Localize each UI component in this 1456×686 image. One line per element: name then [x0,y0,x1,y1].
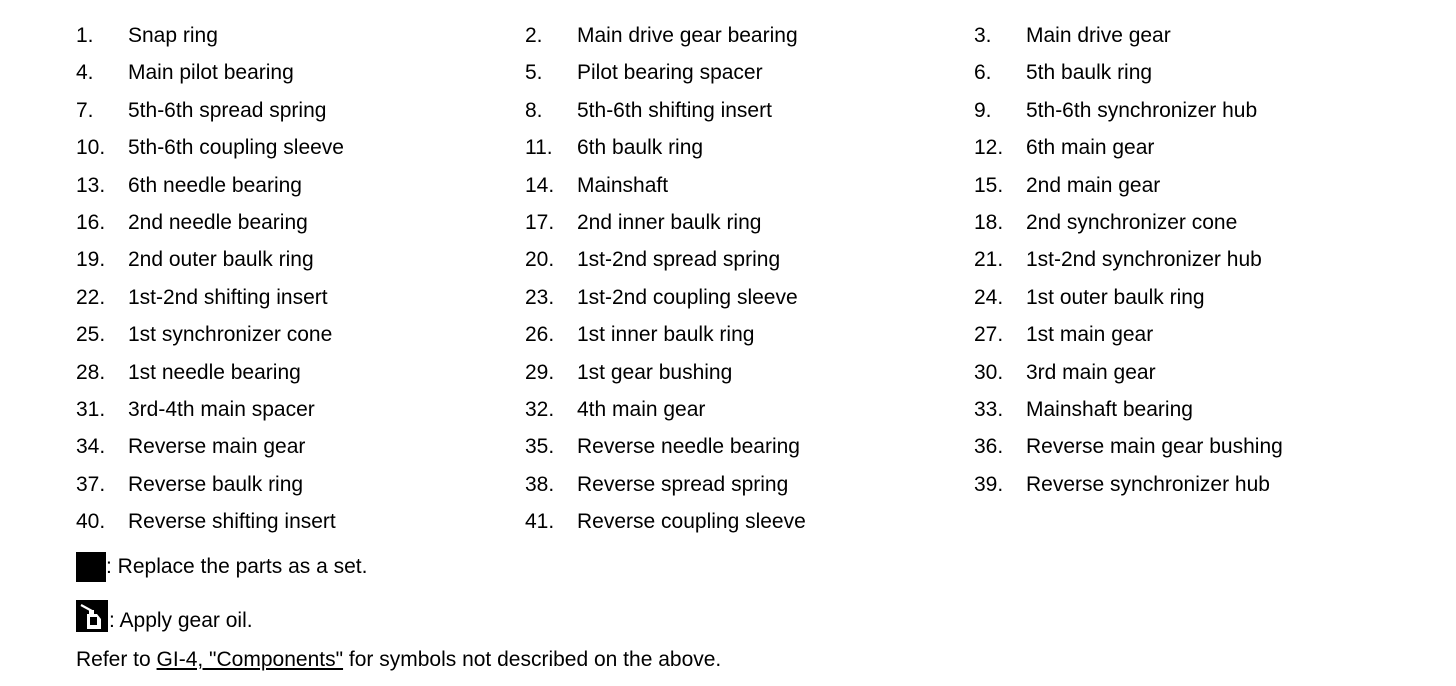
parts-row [76,393,1436,430]
parts-row [76,206,1436,243]
part-name: Reverse coupling sleeve [577,510,806,534]
reference-note [76,645,721,675]
part-name: 5th baulk ring [1026,61,1153,85]
part-name: Mainshaft bearing [1026,398,1193,421]
part-name: 1st-2nd spread spring [577,248,781,272]
part-number: 28. [76,360,106,384]
legend-oil-text: : Apply gear oil. [109,609,253,632]
part-number: 35. [525,435,555,459]
part-number: 16. [76,211,106,234]
part-number: 24. [974,285,1004,309]
part-number: 36. [974,435,1004,459]
part-name: Pilot bearing spacer [577,61,763,85]
part-name: 2nd needle bearing [128,211,308,234]
part-name: 2nd synchronizer cone [1026,211,1238,234]
part-name: 1st outer baulk ring [1026,285,1205,309]
part-name: Main drive gear [1026,24,1171,47]
part-number: 19. [76,248,106,272]
part-number: 27. [974,323,1004,347]
part-name: Snap ring [128,24,218,47]
part-number: 29. [525,360,555,384]
part-number: 15. [974,173,1004,197]
part-name: 5th-6th coupling sleeve [128,136,344,160]
part-number: 3. [974,24,992,47]
part-number: 1. [76,24,94,47]
parts-row [76,131,1436,168]
parts-row [76,56,1436,93]
part-name: Reverse spread spring [577,472,789,496]
part-name: Reverse baulk ring [128,472,304,496]
part-name: 5th-6th shifting insert [577,98,772,122]
part-name: 2nd inner baulk ring [577,211,762,234]
part-number: 7. [76,98,94,122]
part-number: 40. [76,510,106,534]
parts-row [76,169,1436,206]
part-name: Main drive gear bearing [577,24,798,47]
part-number: 21. [974,248,1004,272]
parts-row [76,281,1436,318]
part-number: 9. [974,98,992,122]
part-number: 25. [76,323,106,347]
parts-list [76,19,1436,542]
part-number: 17. [525,211,555,234]
part-number: 6. [974,61,992,85]
part-name: 6th main gear [1026,136,1155,160]
parts-row [76,243,1436,280]
part-name: Reverse synchronizer hub [1026,472,1270,496]
part-name: 1st main gear [1026,323,1154,347]
part-name: 1st needle bearing [128,360,301,384]
part-name: 1st-2nd coupling sleeve [577,285,798,309]
part-number: 22. [76,285,106,309]
part-number: 38. [525,472,555,496]
parts-row [76,505,1436,542]
part-number: 11. [525,136,553,160]
part-name: 1st-2nd synchronizer hub [1026,248,1262,272]
legend-set-text: : Replace the parts as a set. [106,555,368,578]
part-name: 6th needle bearing [128,173,302,197]
part-name: 1st gear bushing [577,360,733,384]
part-number: 23. [525,285,555,309]
part-number: 41. [525,510,555,534]
part-number: 5. [525,61,543,85]
part-number: 31. [76,398,106,421]
part-name: 5th-6th synchronizer hub [1026,98,1258,122]
part-name: Reverse shifting insert [128,510,336,534]
parts-row [76,468,1436,505]
part-number: 12. [974,136,1004,160]
part-number: 32. [525,398,555,421]
part-number: 13. [76,173,106,197]
part-name: 2nd outer baulk ring [128,248,314,272]
parts-row [76,94,1436,131]
reference-prefix: Refer to [76,648,157,671]
part-name: Reverse needle bearing [577,435,800,459]
part-number: 39. [974,472,1004,496]
filled-square-icon [76,552,106,582]
part-name: Reverse main gear [128,435,306,459]
part-number: 26. [525,323,555,347]
part-number: 14. [525,173,555,197]
reference-suffix: for symbols not described on the above. [343,648,722,671]
part-name: 4th main gear [577,398,706,421]
part-name: 3rd-4th main spacer [128,398,315,421]
oil-can-icon [76,600,108,632]
part-name: 3rd main gear [1026,360,1156,384]
part-name: Reverse main gear bushing [1026,435,1283,459]
part-number: 33. [974,398,1004,421]
parts-row [76,318,1436,355]
part-name: Mainshaft [577,173,669,197]
part-number: 8. [525,98,543,122]
part-name: 1st synchronizer cone [128,323,333,347]
part-number: 2. [525,24,543,47]
parts-row [76,430,1436,467]
part-number: 37. [76,472,106,496]
parts-row [76,19,1436,56]
components-reference-link[interactable]: GI-4, "Components" [156,648,344,671]
part-number: 18. [974,211,1004,234]
part-number: 20. [525,248,555,272]
part-name: 1st-2nd shifting insert [128,285,328,309]
part-number: 4. [76,61,94,85]
part-name: Main pilot bearing [128,61,294,85]
part-name: 1st inner baulk ring [577,323,755,347]
part-number: 30. [974,360,1004,384]
part-number: 34. [76,435,106,459]
part-name: 2nd main gear [1026,173,1161,197]
part-name: 6th baulk ring [577,136,704,160]
parts-row [76,356,1436,393]
part-number: 10. [76,136,106,160]
part-name: 5th-6th spread spring [128,98,327,122]
